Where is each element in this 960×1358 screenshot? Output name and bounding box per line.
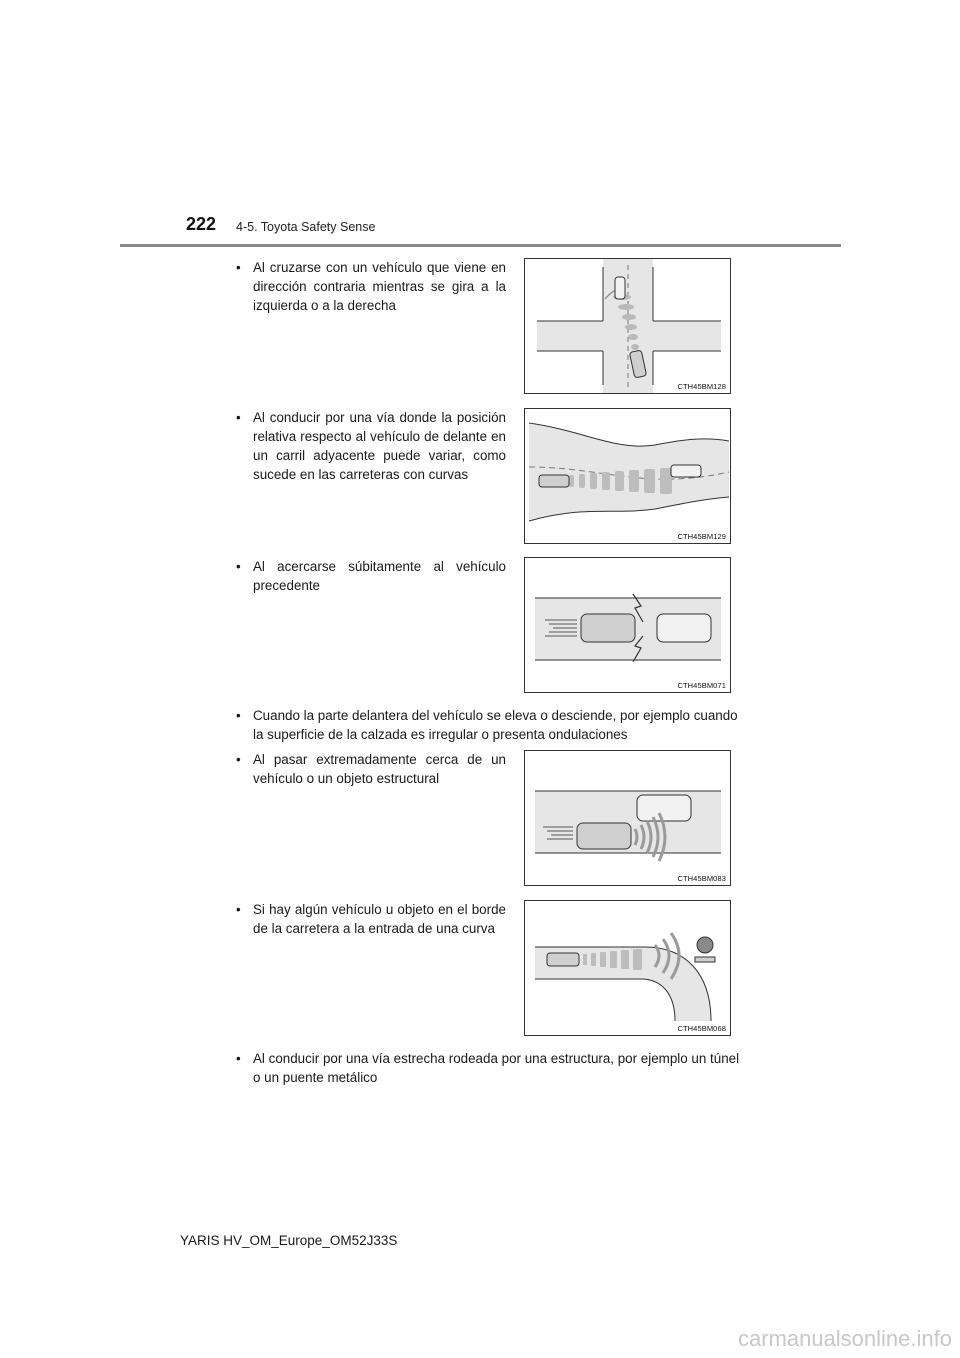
bullet: •: [236, 752, 241, 767]
figure-curved-road: [524, 408, 731, 544]
curved-road-illustration: [525, 409, 730, 543]
figure-code: CTH45BM071: [677, 681, 726, 690]
section-title: 4-5. Toyota Safety Sense: [236, 220, 376, 234]
curve-entrance-illustration: [525, 901, 730, 1035]
sudden-approach-illustration: [525, 558, 730, 692]
watermark: carmanualsonline.info: [737, 1326, 952, 1351]
bullet: •: [236, 902, 241, 917]
figure-code: CTH45BM068: [677, 1024, 726, 1033]
figure-curve-entrance: [524, 900, 731, 1036]
list-item: [236, 408, 506, 484]
list-item-text: Al conducir por una vía estrecha rodeada por una estructura, por ejemplo un túnel o un puente metálico: [253, 1051, 740, 1085]
list-item-text: Si hay algún vehículo u objeto en el borde de la carretera a la entrada de una curva: [253, 902, 506, 936]
list-item: [236, 258, 506, 315]
bullet: •: [236, 559, 241, 574]
bullet: •: [236, 410, 241, 425]
list-item-text: Al cruzarse con un vehículo que viene en dirección contraria mientras se gira a la izquierda o a la derecha: [253, 260, 506, 313]
list-item: [236, 900, 506, 938]
list-item-text: Cuando la parte delantera del vehículo se eleva o desciende, por ejemplo cuando la superficie de la calzada es irregular o presenta ondulaciones: [253, 708, 738, 742]
bullet: •: [236, 260, 241, 275]
bullet: •: [236, 708, 241, 723]
figure-passing-close: [524, 750, 731, 886]
page-number: 222: [186, 214, 217, 234]
list-item: [236, 706, 748, 744]
list-item-text: Al acercarse súbitamente al vehículo precedente: [253, 559, 506, 593]
list-item-text: Al pasar extremadamente cerca de un vehículo o un objeto estructural: [253, 752, 506, 786]
figure-intersection-turn: [524, 258, 731, 394]
intersection-illustration: [525, 259, 730, 393]
bullet: •: [236, 1051, 241, 1066]
list-item-text: Al conducir por una vía donde la posición relativa respecto al vehículo de delante en un carril adyacente puede variar, como sucede en las carreteras con curvas: [253, 410, 506, 482]
passing-close-illustration: [525, 751, 730, 885]
footer-document-id: YARIS HV_OM_Europe_OM52J33S: [180, 1233, 398, 1248]
list-item: [236, 1049, 748, 1087]
figure-code: CTH45BM129: [677, 532, 726, 541]
figure-sudden-approach: [524, 557, 731, 693]
header-divider: [120, 244, 841, 247]
list-item: [236, 557, 506, 595]
figure-code: CTH45BM083: [677, 874, 726, 883]
list-item: [236, 750, 506, 788]
figure-code: CTH45BM128: [677, 382, 726, 391]
